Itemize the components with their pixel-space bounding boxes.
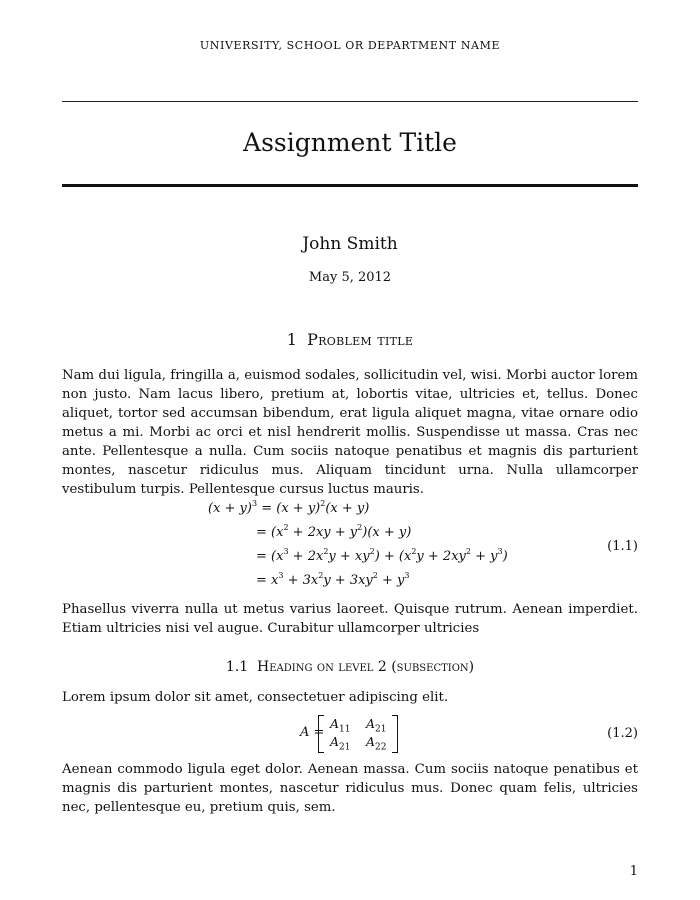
department-header: UNIVERSITY, SCHOOL OR DEPARTMENT NAME [199,39,501,52]
subsection-heading [62,659,638,675]
assignment-title: Assignment Title [243,128,457,157]
matrix-cell: $A_{22}$ [366,734,387,753]
matrix-right-bracket [392,715,398,753]
section-heading [62,330,638,349]
page-number: 1 [629,864,638,879]
paragraph: Phasellus viverra nulla ut metus varius laoreet. Quisque rutrum. Aenean imperdiet. Etiam ultricies nisi vel augue. Curabitur ullamcorper ultricies [62,602,638,636]
equation-line-3: = $(x^3 + 2x^2y + xy^2) + (x^2y + 2xy^2 + y^3)$ [256,547,508,564]
equation-1-1 [62,499,638,595]
equation-line-4: = $x^3 + 3x^2y + 3xy^2 + y^3$ [256,571,410,588]
matrix-cell: $A_{11}$ [330,716,351,735]
author-name: John Smith [302,234,398,254]
matrix-left-bracket [318,715,324,753]
equation-line-1: $(x + y)^3 = (x + y)^2(x + y)$ [208,499,370,516]
header-rule [62,101,638,102]
paragraph: Aenean commodo ligula eget dolor. Aenean massa. Cum sociis natoque penatibus et magnis dis parturient montes, nascetur ridiculus mus. Donec quam felis, ultricies nec, pellentesque eu, pretium quis, sem. [62,762,638,815]
document-page [62,0,638,900]
section-title: Problem title [307,330,414,349]
document-date: May 5, 2012 [308,270,392,285]
matrix [318,715,398,751]
paragraph: Nam dui ligula, fringilla a, euismod sodales, sollicitudin vel, wisi. Morbi auctor lorem non justo. Nam lacus libero, pretium at, lobortis vitae, ultricies et, tellus. Donec aliquet, tortor sed accumsan bibendum, erat ligula aliquet magna, vitae ornare odio metus a mi. Morbi ac orci et nisl hendrerit mollis. Suspendisse ut massa. Cras nec ante. Pellentesque a nulla. Cum sociis natoque penatibus et magnis dis parturient montes, nascetur ridiculus mus. Aliquam tincidunt urna. Nulla ullamcorper vestibulum turpis. Pellentesque cursus luctus mauris. [62,368,638,497]
title-rule [62,184,638,187]
equation-1-2 [62,713,638,755]
subsection-number: 1.1 [225,659,249,675]
matrix-cell: $A_{21}$ [330,734,351,753]
equation-number: (1.2) [607,726,638,741]
matrix-lhs: A = [300,725,325,740]
section-number: 1 [286,330,297,349]
matrix-cell: $A_{21}$ [366,716,387,735]
equation-line-2: = $(x^2 + 2xy + y^2)(x + y)$ [256,523,412,540]
paragraph: Lorem ipsum dolor sit amet, consectetuer adipiscing elit. [62,690,449,705]
equation-number: (1.1) [607,539,638,554]
subsection-title: Heading on level 2 (subsection) [257,659,475,675]
